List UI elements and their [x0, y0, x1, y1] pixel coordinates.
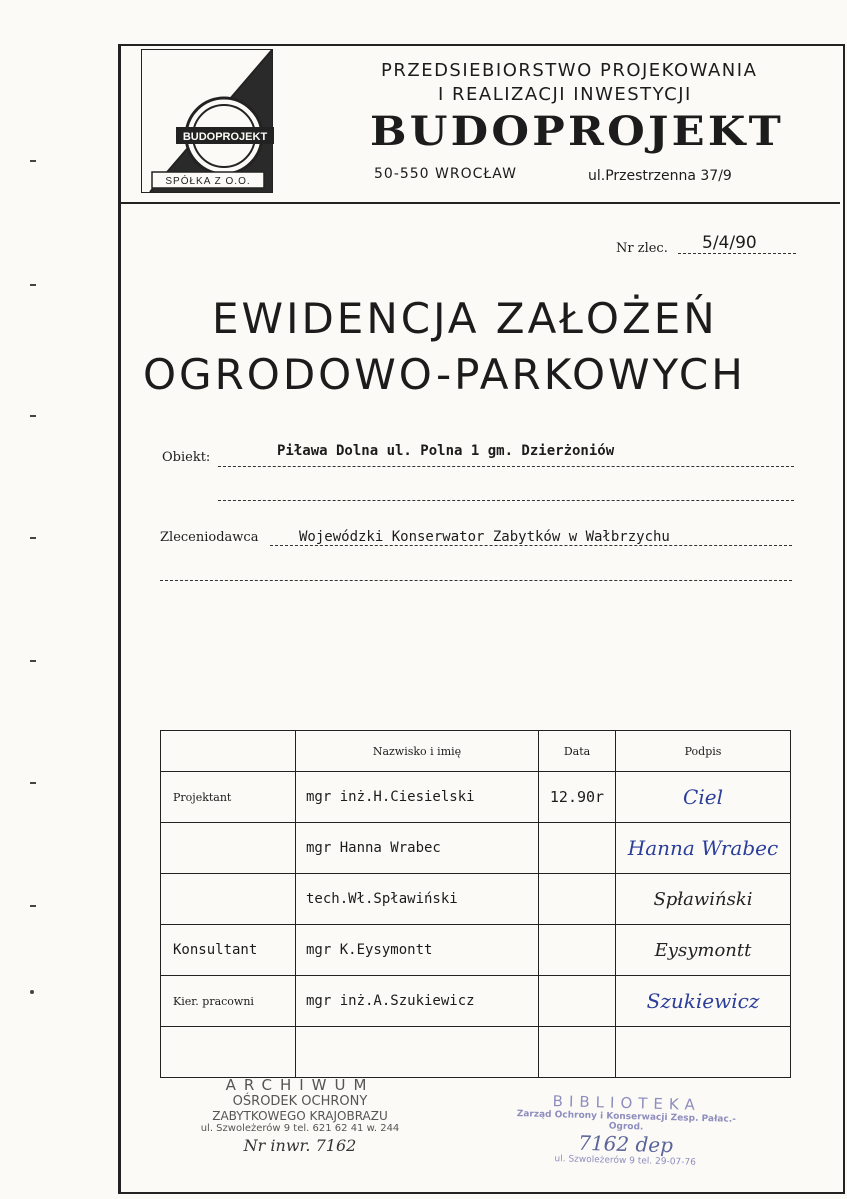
margin-mark [30, 782, 36, 784]
library-stamp [505, 1091, 747, 1169]
library-address: ul. Szwoleżerów 9 tel. 29-07-76 [554, 1154, 697, 1168]
name-cell: tech.Wł.Spławiński [296, 874, 539, 925]
signature-cell: Szukiewicz [616, 976, 791, 1027]
margin-mark [30, 990, 34, 994]
signature-cell: Hanna Wrabec [616, 823, 791, 874]
date-cell [539, 1027, 616, 1078]
library-number: 7162 dep [577, 1130, 674, 1158]
table-row [161, 823, 791, 874]
library-title: BIBLIOTEKA [552, 1092, 701, 1114]
object-line [218, 466, 794, 467]
table-header-row [161, 731, 791, 772]
archive-address: ul. Szwoleżerów 9 tel. 621 62 41 w. 244 [200, 1123, 400, 1134]
logo-subtext: SPÓŁKA Z O.O. [165, 176, 251, 187]
org-line-2: I REALIZACJI INWESTYCJI [438, 84, 692, 105]
org-city: 50-550 WROCŁAW [374, 166, 517, 182]
name-cell: mgr inż.H.Ciesielski [296, 772, 539, 823]
client-line [270, 545, 792, 546]
date-cell [539, 925, 616, 976]
date-cell [539, 976, 616, 1027]
signature-cell: Eysymontt [616, 925, 791, 976]
margin-mark [30, 284, 36, 286]
archive-title: ARCHIWUM [225, 1076, 375, 1094]
role-cell: Projektant [161, 772, 296, 823]
margin-mark [30, 415, 36, 417]
date-cell: 12.90r [539, 772, 616, 823]
order-number-value: 5/4/90 [678, 233, 796, 254]
signature-cell: Ciel [616, 772, 791, 823]
name-header: Nazwisko i imię [296, 731, 539, 772]
table-row [161, 1027, 791, 1078]
role-cell [161, 823, 296, 874]
table-row [161, 976, 791, 1027]
table-row [161, 925, 791, 976]
table-row [161, 772, 791, 823]
role-cell: Konsultant [161, 925, 296, 976]
table-row [161, 874, 791, 925]
object-label: Obiekt: [162, 450, 211, 465]
name-cell [296, 1027, 539, 1078]
order-number-label: Nr zlec. [616, 241, 668, 256]
name-cell: mgr Hanna Wrabec [296, 823, 539, 874]
archive-line-3: ZABYTKOWEGO KRAJOBRAZU [212, 1109, 388, 1123]
client-line-2 [160, 580, 792, 581]
budoprojekt-logo [140, 48, 274, 194]
role-cell: Kier. pracowni [161, 976, 296, 1027]
org-name: BUDOPROJEKT [370, 108, 785, 155]
logo-text: BUDOPROJEKT [182, 131, 268, 143]
margin-mark [30, 537, 36, 539]
name-cell: mgr inż.A.Szukiewicz [296, 976, 539, 1027]
name-cell: mgr K.Eysymontt [296, 925, 539, 976]
object-value: Piława Dolna ul. Polna 1 gm. Dzierżoniów [277, 443, 615, 459]
object-line-2 [218, 500, 794, 501]
margin-mark [30, 660, 36, 662]
client-label: Zleceniodawca [160, 530, 259, 545]
archive-line-2: OŚRODEK OCHRONY [232, 1094, 368, 1109]
role-cell [161, 874, 296, 925]
org-line-1: PRZEDSIEBIORSTWO PROJEKOWANIA [381, 60, 758, 81]
role-cell [161, 1027, 296, 1078]
page-title-line-2: OGRODOWO-PARKOWYCH [143, 350, 746, 399]
team-table [160, 730, 791, 1078]
signature-cell: Spławiński [616, 874, 791, 925]
org-street: ul.Przestrzenna 37/9 [588, 168, 732, 184]
date-header: Data [539, 731, 616, 772]
role-header [161, 731, 296, 772]
header-divider [120, 202, 840, 204]
signature-header: Podpis [616, 731, 791, 772]
date-cell [539, 874, 616, 925]
page-title-line-1: EWIDENCJA ZAŁOŻEŃ [212, 294, 718, 343]
client-value: Wojewódzki Konserwator Zabytków w Wałbrzychu [299, 529, 670, 545]
signature-cell [616, 1027, 791, 1078]
library-line-2: Zarząd Ochrony i Konserwacji Zesp. Pałac.-Ogrod. [516, 1109, 737, 1133]
archive-inventory-number: Nr inwr. 7162 [243, 1136, 357, 1155]
archive-stamp [180, 1076, 420, 1155]
date-cell [539, 823, 616, 874]
margin-mark [30, 160, 36, 162]
margin-mark [30, 905, 36, 907]
